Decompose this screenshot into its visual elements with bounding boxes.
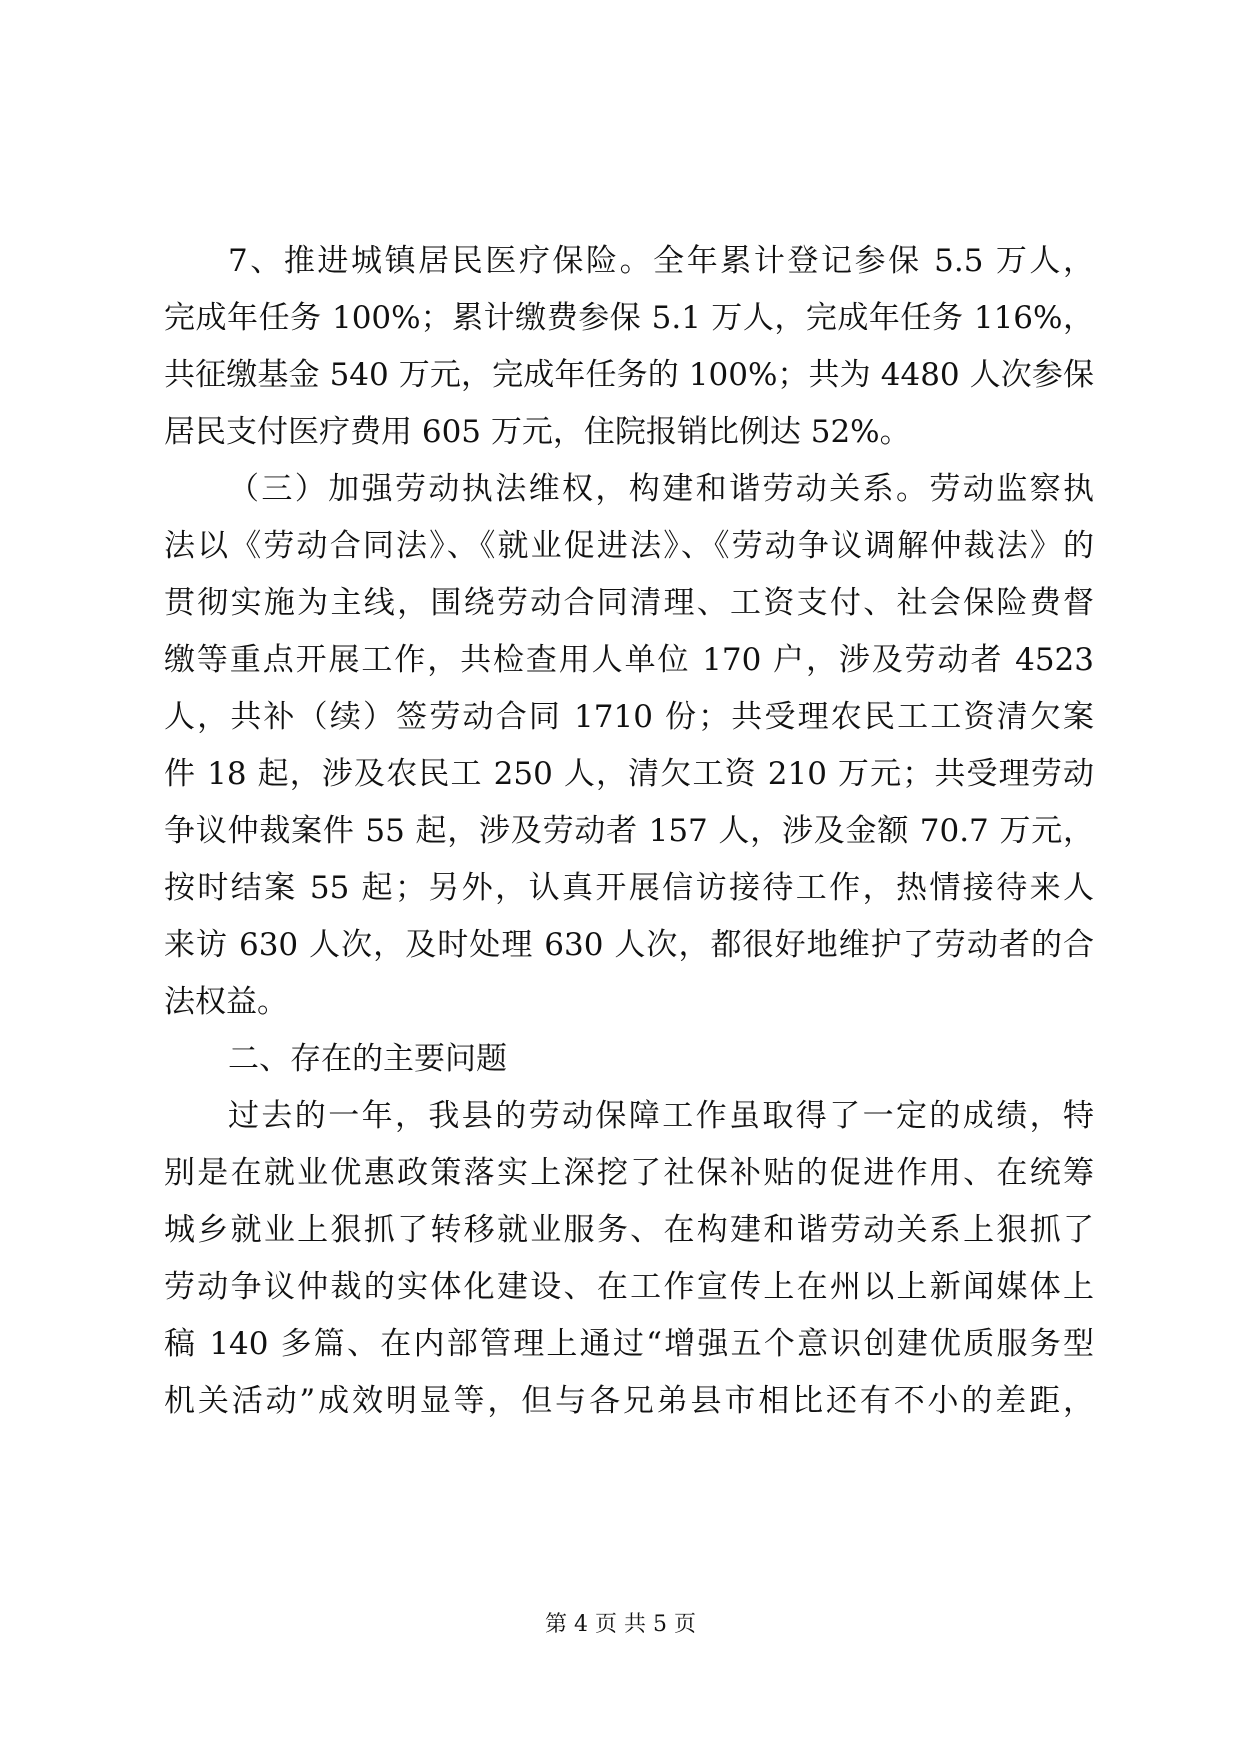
text-line: 别是在就业优惠政策落实上深挖了社保补贴的促进作用、在统筹 xyxy=(164,1155,1094,1191)
text-line: 共征缴基金 540 万元，完成年任务的 100%；共为 4480 人次参保 xyxy=(164,357,1094,393)
text-line: 按时结案 55 起；另外，认真开展信访接待工作，热情接待来人 xyxy=(164,870,1094,906)
text-line: 争议仲裁案件 55 起，涉及劳动者 157 人，涉及金额 70.7 万元， xyxy=(164,813,1094,849)
page-footer xyxy=(0,1610,1241,1640)
text-line: 劳动争议仲裁的实体化建设、在工作宣传上在州以上新闻媒体上 xyxy=(164,1269,1094,1305)
text-line: 人，共补（续）签劳动合同 1710 份；共受理农民工工资清欠案 xyxy=(164,699,1094,735)
text-line: 过去的一年，我县的劳动保障工作虽取得了一定的成绩，特 xyxy=(228,1098,1094,1134)
text-line: 法以《劳动合同法》、《就业促进法》、《劳动争议调解仲裁法》的 xyxy=(164,528,1094,564)
section-heading: 二、存在的主要问题 xyxy=(228,1041,507,1077)
text-line: 城乡就业上狠抓了转移就业服务、在构建和谐劳动关系上狠抓了 xyxy=(164,1212,1094,1248)
text-line: 法权益。 xyxy=(164,984,288,1020)
text-line: （三）加强劳动执法维权，构建和谐劳动关系。劳动监察执 xyxy=(228,471,1094,507)
text-line: 来访 630 人次，及时处理 630 人次，都很好地维护了劳动者的合 xyxy=(164,927,1094,963)
page-number: 第 4 页 共 5 页 xyxy=(545,1612,696,1637)
text-line: 居民支付医疗费用 605 万元，住院报销比例达 52%。 xyxy=(164,414,911,450)
text-line: 件 18 起，涉及农民工 250 人，清欠工资 210 万元；共受理劳动 xyxy=(164,756,1094,792)
text-line: 稿 140 多篇、在内部管理上通过“增强五个意识创建优质服务型 xyxy=(164,1326,1094,1362)
text-line: 贯彻实施为主线，围绕劳动合同清理、工资支付、社会保险费督 xyxy=(164,585,1094,621)
text-line: 缴等重点开展工作，共检查用人单位 170 户，涉及劳动者 4523 xyxy=(164,642,1094,678)
text-line: 机关活动”成效明显等，但与各兄弟县市相比还有不小的差距， xyxy=(164,1383,1094,1419)
text-line: 7、推进城镇居民医疗保险。全年累计登记参保 5.5 万人， xyxy=(228,243,1094,279)
text-line: 完成年任务 100%；累计缴费参保 5.1 万人，完成年任务 116%， xyxy=(164,300,1094,336)
